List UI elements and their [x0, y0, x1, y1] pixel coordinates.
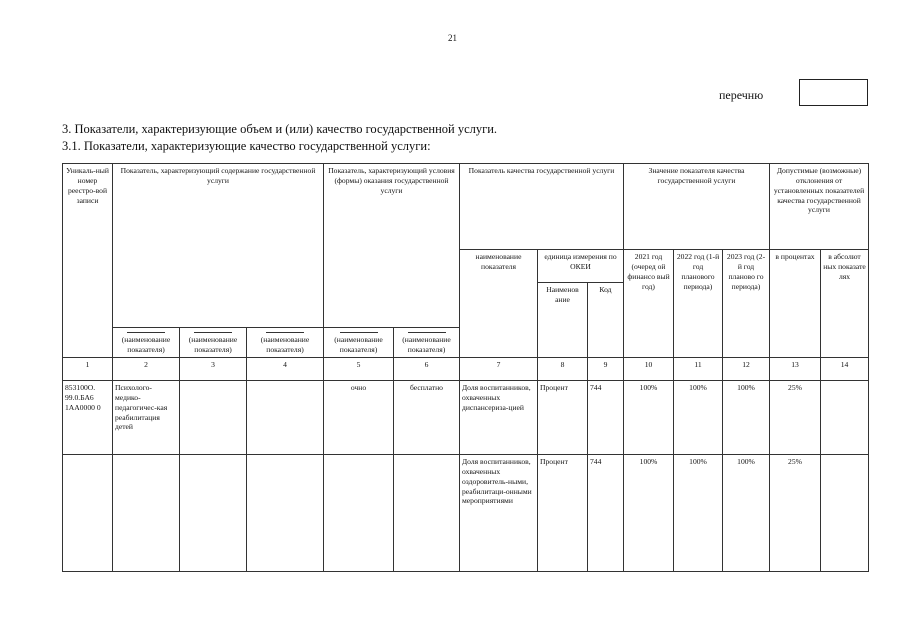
column-number: 11 — [674, 358, 723, 381]
cell-condition-2 — [394, 455, 460, 572]
cell-content-1 — [113, 455, 180, 572]
column-number: 9 — [588, 358, 624, 381]
header-quality-value: Значение показателя качества государственной услуги — [624, 164, 770, 250]
header-unit-code: Код — [588, 283, 624, 358]
header-content-indicator: Показатель, характеризующий содержание государственной услуги — [113, 164, 324, 328]
column-number: 6 — [394, 358, 460, 381]
cell-value-2022: 100% — [674, 455, 723, 572]
header-indicator-name: наименование показателя — [460, 250, 538, 358]
header-unit-name: Наименов ание — [538, 283, 588, 358]
cell-value-2022: 100% — [674, 381, 723, 455]
quality-indicators-table — [62, 163, 869, 572]
cell-content-3 — [247, 381, 324, 455]
column-number: 7 — [460, 358, 538, 381]
cell-deviation-absolute — [821, 381, 869, 455]
column-number: 1 — [63, 358, 113, 381]
perechnyu-code-box — [799, 79, 868, 106]
cell-unit: Процент — [538, 455, 588, 572]
name-label: (наименование показателя) — [180, 328, 247, 358]
cell-content-2 — [180, 455, 247, 572]
cell-indicator: Доля воспитанников, охваченных диспансериза-цией — [460, 381, 538, 455]
cell-indicator: Доля воспитанников, охваченных оздоровитель-ными, реабилитаци-онными мероприятиями — [460, 455, 538, 572]
cell-condition-2: бесплатно — [394, 381, 460, 455]
column-number: 12 — [723, 358, 770, 381]
cell-deviation-percent: 25% — [770, 381, 821, 455]
cell-value-2021: 100% — [624, 381, 674, 455]
column-number-row — [63, 358, 869, 381]
cell-value-2023: 100% — [723, 455, 770, 572]
name-label: (наименование показателя) — [324, 328, 394, 358]
cell-content-2 — [180, 381, 247, 455]
header-year-2021: 2021 год (очеред ой финансо вый год) — [624, 250, 674, 358]
header-year-2022: 2022 год (1-й год планового периода) — [674, 250, 723, 358]
column-number: 3 — [180, 358, 247, 381]
header-year-2023: 2023 год (2-й год планово го периода) — [723, 250, 770, 358]
cell-condition-1 — [324, 455, 394, 572]
perechnyu-label: перечню — [719, 88, 764, 102]
table-row — [63, 455, 869, 572]
header-unique-number: Уникаль-ный номер реестро-вой записи — [63, 164, 113, 358]
cell-content-3 — [247, 455, 324, 572]
name-label: (наименование показателя) — [394, 328, 460, 358]
subsection-heading: 3.1. Показатели, характеризующие качество государственной услуги: — [62, 139, 431, 153]
cell-deviation-percent: 25% — [770, 455, 821, 572]
name-label: (наименование показателя) — [113, 328, 180, 358]
cell-unique-number — [63, 455, 113, 572]
cell-code: 744 — [588, 455, 624, 572]
header-unit-okei: единица измерения по ОКЕИ — [538, 250, 624, 283]
cell-deviation-absolute — [821, 455, 869, 572]
cell-unique-number: 853100О. 99.0.БА6 1АА0000 0 — [63, 381, 113, 455]
page-number: 21 — [448, 33, 457, 43]
column-number: 2 — [113, 358, 180, 381]
column-number: 4 — [247, 358, 324, 381]
header-quality-indicator: Показатель качества государственной услуги — [460, 164, 624, 250]
cell-unit: Процент — [538, 381, 588, 455]
cell-condition-1: очно — [324, 381, 394, 455]
cell-content-1: Психолого-медико-педагогичес-кая реабилитация детей — [113, 381, 180, 455]
header-in-absolute: в абсолют ных показате лях — [821, 250, 869, 358]
cell-value-2021: 100% — [624, 455, 674, 572]
cell-code: 744 — [588, 381, 624, 455]
table-header-row — [63, 164, 869, 250]
name-label: (наименование показателя) — [247, 328, 324, 358]
table-row — [63, 381, 869, 455]
column-number: 14 — [821, 358, 869, 381]
cell-value-2023: 100% — [723, 381, 770, 455]
column-number: 13 — [770, 358, 821, 381]
column-number: 8 — [538, 358, 588, 381]
header-conditions-indicator: Показатель, характеризующий условия (формы) оказания государственной услуги — [324, 164, 460, 328]
section-heading: 3. Показатели, характеризующие объем и (или) качество государственной услуги. — [62, 122, 498, 136]
column-number: 5 — [324, 358, 394, 381]
header-deviation: Допустимые (возможные) отклонения от установленных показателей качества государственной услуги — [770, 164, 869, 250]
header-in-percent: в процентах — [770, 250, 821, 358]
column-number: 10 — [624, 358, 674, 381]
